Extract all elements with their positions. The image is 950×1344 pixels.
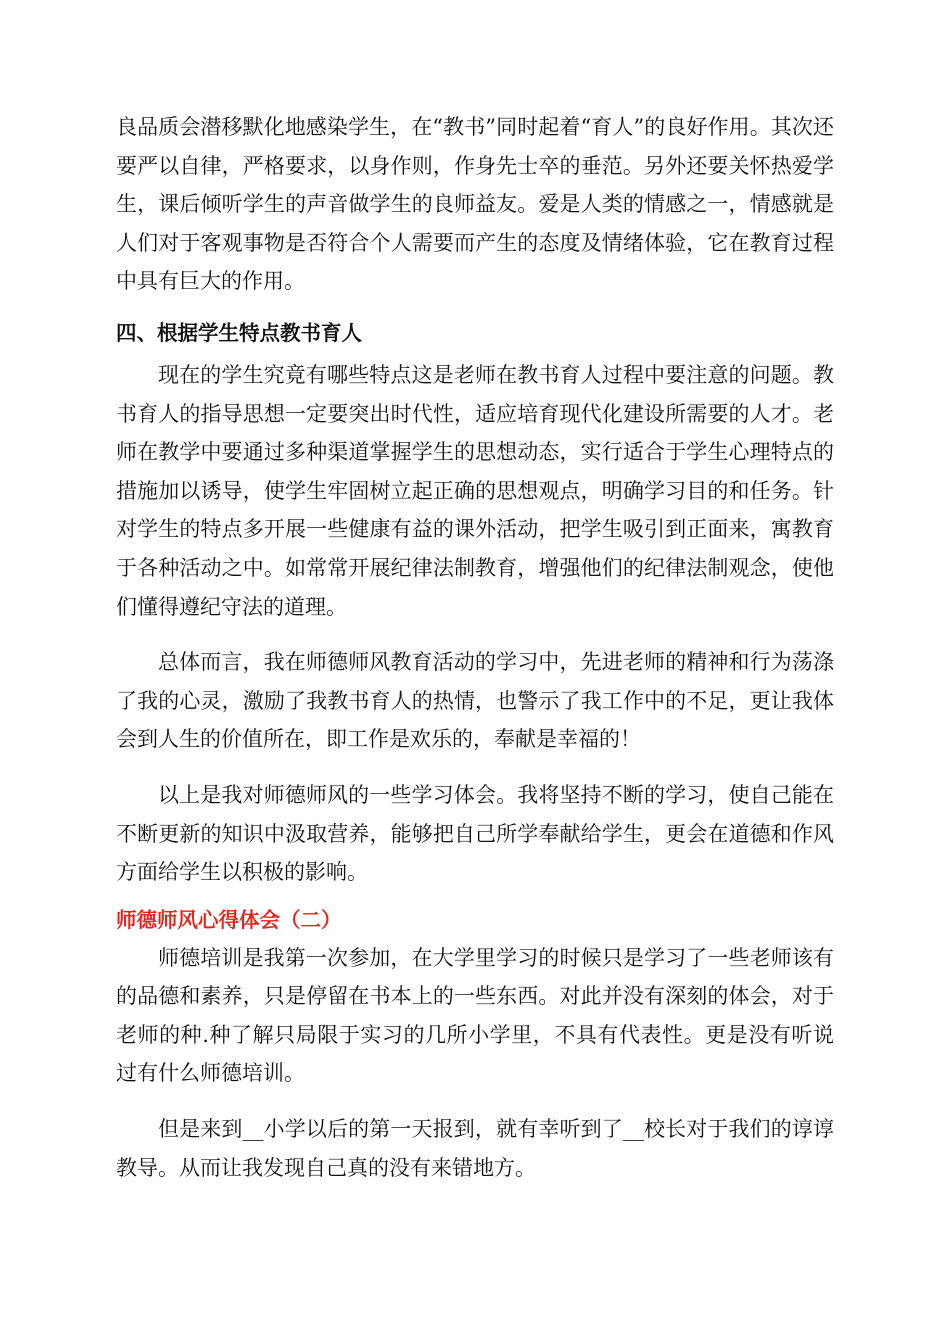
section-heading-four: 四、根据学生特点教书育人 <box>116 320 362 345</box>
document-page <box>116 108 834 1187</box>
paragraph-first-day: 但是来到__小学以后的第一天报到，就有幸听到了__校长对于我们的谆谆教导。从而让我发现自己真的没有来错地方。 <box>116 1117 834 1180</box>
paragraph-continuation: 良品质会潜移默化地感染学生，在“教书”同时起着“育人”的良好作用。其次还要严以自律，严格要求，以身作则，作身先士卒的垂范。另外还要关怀热爱学生，课后倾听学生的声音做学生的良师益友。爱是人类的情感之一，情感就是人们对于客观事物是否符合个人需要而产生的态度及情绪体验，它在教育过程中具有巨大的作用。 <box>116 115 834 294</box>
article-title-two: 师德师风心得体会（二） <box>116 907 342 932</box>
paragraph-conclusion: 以上是我对师德师风的一些学习体会。我将坚持不断的学习，使自己能在不断更新的知识中汲取营养，能够把自己所学奉献给学生，更会在道德和作风方面给学生以积极的影响。 <box>116 782 834 885</box>
paragraph-summary: 总体而言，我在师德师风教育活动的学习中，先进老师的精神和行为荡涤了我的心灵，激励了我教书育人的热情，也警示了我工作中的不足，更让我体会到人生的价值所在，即工作是欢乐的，奉献是幸福的！ <box>116 650 834 752</box>
paragraph-student-characteristics: 现在的学生究竟有哪些特点这是老师在教书育人过程中要注意的问题。教书育人的指导思想一定要突出时代性，适应培育现代化建设所需要的人才。老师在教学中要通过多种渠道掌握学生的思想动态，实行适合于学生心理特点的措施加以诱导，使学生牢固树立起正确的思想观点，明确学习目的和任务。针对学生的特点多开展一些健康有益的课外活动，把学生吸引到正面来，寓教育于各种活动之中。如常常开展纪律法制教育，增强他们的纪律法制观念，使他们懂得遵纪守法的道理。 <box>116 362 834 619</box>
paragraph-training-intro: 师德培训是我第一次参加，在大学里学习的时候只是学习了一些老师该有的品德和素养，只是停留在书本上的一些东西。对此并没有深刻的体会，对于老师的种.种了解只局限于实习的几所小学里，不具有代表性。更是没有听说过有什么师德培训。 <box>116 945 834 1086</box>
